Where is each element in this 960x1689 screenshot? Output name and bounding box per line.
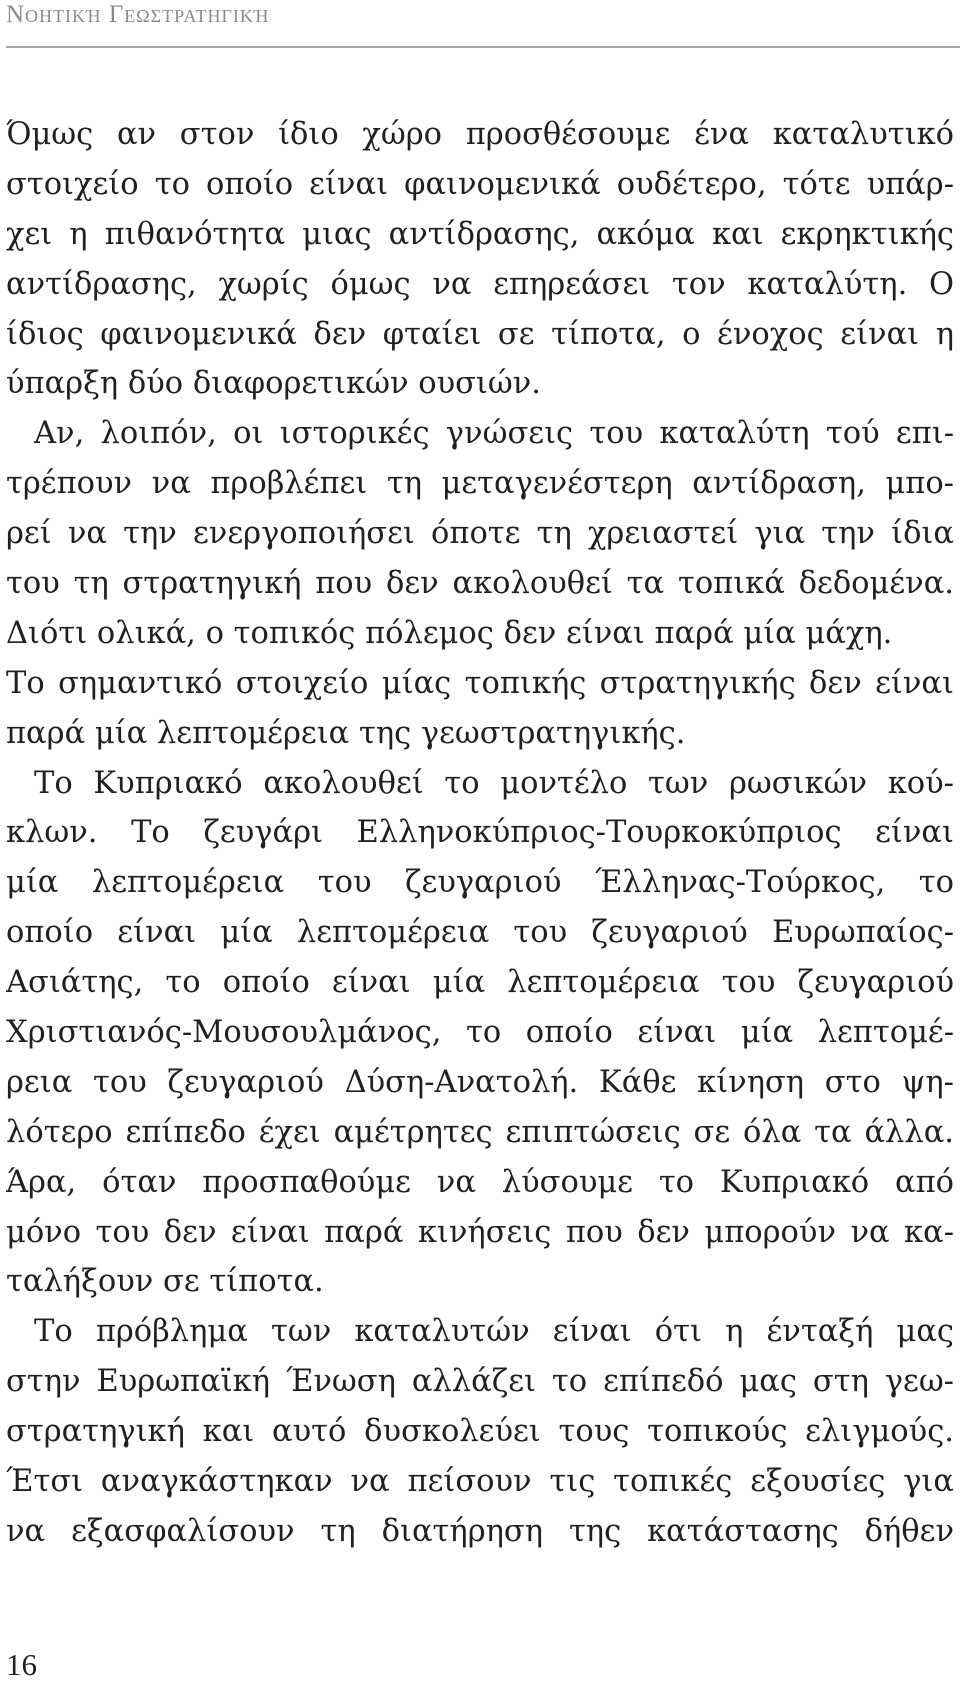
text-line: του τη στρατηγική που δεν ακολουθεί τα τοπικά δεδομένα.	[6, 566, 954, 602]
text-line: Διότι ολικά, ο τοπικός πόλεμος δεν είναι παρά μία μάχη.	[6, 615, 893, 651]
text-line: Άρα, όταν προσπαθούμε να λύσουμε το Κυπριακό από	[6, 1164, 954, 1200]
text-line: Έτσι αναγκάστηκαν να πείσουν τις τοπικές εξουσίες για	[6, 1464, 954, 1500]
text-line: μόνο του δεν είναι παρά κινήσεις που δεν μπορούν να κα-	[6, 1214, 954, 1250]
page-number: 16	[6, 1647, 37, 1682]
text-line: μία λεπτομέρεια του ζευγαριού Έλληνας-Τούρκος, το	[6, 865, 954, 901]
text-line: ύπαρξη δύο διαφορετικών ουσιών.	[6, 366, 542, 402]
text-line: στην Ευρωπαϊκή Ένωση αλλάζει το επίπεδό μας στη γεω-	[6, 1364, 954, 1400]
text-line: παρά μία λεπτομέρεια της γεωστρατηγικής.	[6, 715, 686, 751]
text-line: λότερο επίπεδο έχει αμέτρητες επιπτώσεις σε όλα τα άλλα.	[6, 1114, 954, 1150]
text-line: ταλήξουν σε τίποτα.	[6, 1264, 324, 1300]
text-line: Το πρόβλημα των καταλυτών είναι ότι η ένταξή μας	[34, 1314, 954, 1350]
header-rule	[6, 46, 960, 48]
text-line: στοιχείο το οποίο είναι φαινομενικά ουδέτερο, τότε υπάρ-	[6, 166, 954, 202]
text-line: αντίδρασης, χωρίς όμως να επηρεάσει τον καταλύτη. Ο	[6, 266, 954, 302]
text-line: Όμως αν στον ίδιο χώρο προσθέσουμε ένα καταλυτικό	[6, 117, 954, 152]
text-line: ρεια του ζευγαριού Δύση-Ανατολή. Κάθε κίνηση στο ψη-	[6, 1064, 954, 1100]
text-line: ρεί να την ενεργοποιήσει όποτε τη χρειαστεί για την ίδια	[6, 516, 954, 552]
text-line: κλων. Το ζευγάρι Ελληνοκύπριος-Τουρκοκύπριος είναι	[6, 815, 954, 851]
text-line: οποίο είναι μία λεπτομέρεια του ζευγαριού Ευρωπαίος-	[6, 915, 954, 951]
body-text	[6, 110, 954, 1557]
running-head: Νοητική Γεωστρατηγική	[6, 1, 270, 28]
text-line: Το Κυπριακό ακολουθεί το μοντέλο των ρωσικών κού-	[34, 765, 954, 801]
text-line: χει η πιθανότητα μιας αντίδρασης, ακόμα και εκρηκτικής	[6, 216, 954, 252]
text-line: Χριστιανός-Μουσουλμάνος, το οποίο είναι μία λεπτομέ-	[6, 1015, 954, 1051]
text-line: ίδιος φαινομενικά δεν φταίει σε τίποτα, ο ένοχος είναι η	[6, 316, 954, 352]
text-line: να εξασφαλίσουν τη διατήρηση της κατάστασης δήθεν	[6, 1513, 954, 1549]
text-line: Το σημαντικό στοιχείο μίας τοπικής στρατηγικής δεν είναι	[6, 665, 954, 701]
text-line: Αν, λοιπόν, οι ιστορικές γνώσεις του καταλύτη τού επι-	[34, 416, 954, 452]
text-line: Ασιάτης, το οποίο είναι μία λεπτομέρεια του ζευγαριού	[6, 965, 954, 1001]
text-line: στρατηγική και αυτό δυσκολεύει τους τοπικούς ελιγμούς.	[6, 1414, 954, 1450]
text-line: τρέπουν να προβλέπει τη μεταγενέστερη αντίδραση, μπο-	[6, 466, 954, 502]
